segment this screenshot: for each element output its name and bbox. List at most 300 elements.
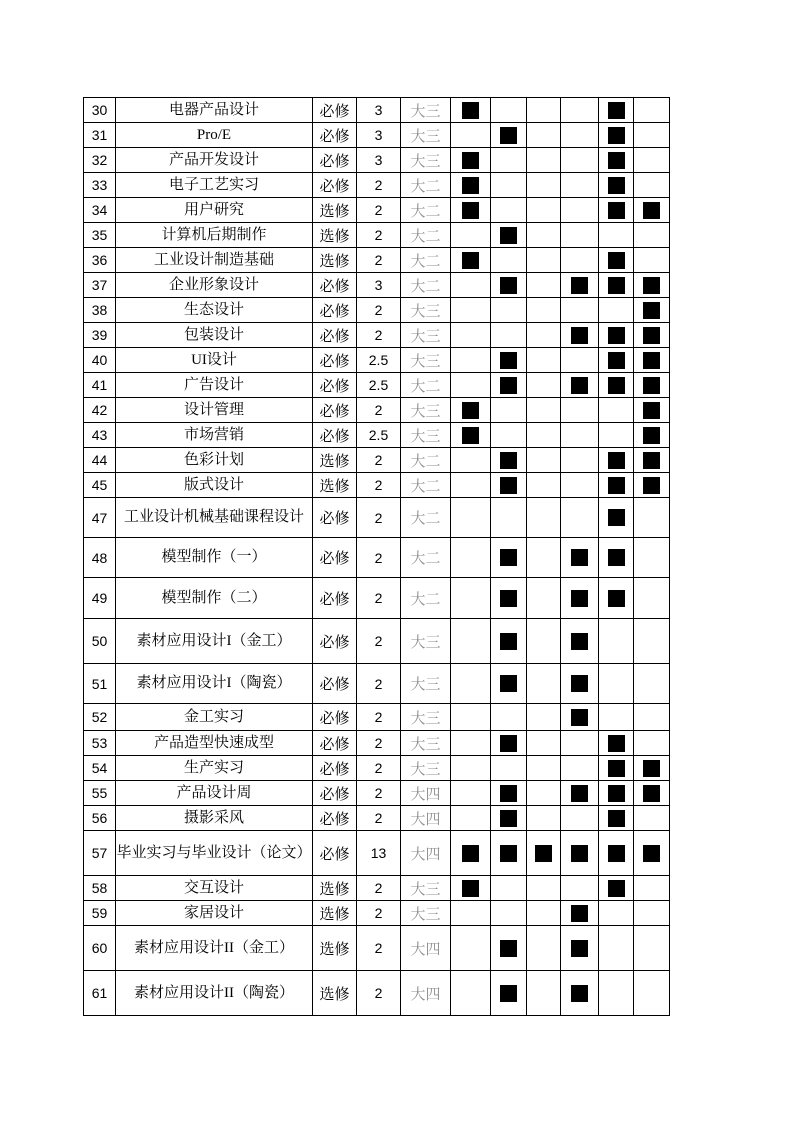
table-row [84, 781, 670, 806]
semester-mark-cell [491, 298, 527, 323]
table-row [84, 876, 670, 901]
credits-cell: 2 [357, 473, 401, 498]
semester-mark-cell [561, 173, 599, 198]
course-name-cell: 家居设计 [116, 901, 313, 926]
course-type-cell: 必修 [313, 173, 357, 198]
table-row [84, 298, 670, 323]
semester-mark-cell [491, 98, 527, 123]
semester-mark-cell [527, 373, 561, 398]
row-number-cell: 38 [84, 298, 116, 323]
course-type-cell: 必修 [313, 664, 357, 704]
semester-mark-cell [634, 348, 670, 373]
semester-mark-cell [599, 123, 634, 148]
filled-square-mark [608, 177, 625, 194]
table-row [84, 971, 670, 1016]
semester-mark-cell [491, 619, 527, 664]
semester-mark-cell [491, 248, 527, 273]
semester-mark-cell [491, 578, 527, 619]
semester-mark-cell [527, 248, 561, 273]
course-type-cell: 必修 [313, 273, 357, 298]
semester-mark-cell [599, 781, 634, 806]
row-number-cell: 30 [84, 98, 116, 123]
row-number-cell: 55 [84, 781, 116, 806]
row-number-cell: 33 [84, 173, 116, 198]
semester-mark-cell [451, 373, 491, 398]
semester-mark-cell [599, 373, 634, 398]
grade-cell: 大三 [401, 876, 451, 901]
filled-square-mark [643, 477, 660, 494]
credits-cell: 2 [357, 781, 401, 806]
table-row [84, 448, 670, 473]
semester-mark-cell [599, 926, 634, 971]
semester-mark-cell [527, 173, 561, 198]
filled-square-mark [608, 785, 625, 802]
filled-square-mark [643, 785, 660, 802]
semester-mark-cell [561, 148, 599, 173]
course-name-cell: 产品设计周 [116, 781, 313, 806]
row-number-cell: 48 [84, 538, 116, 578]
credits-cell: 3 [357, 123, 401, 148]
row-number-cell: 61 [84, 971, 116, 1016]
course-name-cell: 毕业实习与毕业设计（论文） [116, 831, 313, 876]
semester-mark-cell [451, 148, 491, 173]
table-row [84, 704, 670, 731]
semester-mark-cell [451, 901, 491, 926]
filled-square-mark [500, 477, 517, 494]
grade-cell: 大二 [401, 578, 451, 619]
semester-mark-cell [634, 971, 670, 1016]
semester-mark-cell [634, 538, 670, 578]
semester-mark-cell [491, 971, 527, 1016]
grade-cell: 大三 [401, 423, 451, 448]
credits-cell: 2 [357, 248, 401, 273]
semester-mark-cell [491, 148, 527, 173]
semester-mark-cell [451, 619, 491, 664]
semester-mark-cell [561, 901, 599, 926]
credits-cell: 2 [357, 971, 401, 1016]
grade-cell: 大三 [401, 619, 451, 664]
credits-cell: 2 [357, 323, 401, 348]
grade-cell: 大三 [401, 348, 451, 373]
grade-cell: 大四 [401, 781, 451, 806]
filled-square-mark [571, 785, 588, 802]
semester-mark-cell [527, 731, 561, 756]
grade-cell: 大三 [401, 98, 451, 123]
semester-mark-cell [599, 831, 634, 876]
course-name-cell: 包装设计 [116, 323, 313, 348]
semester-mark-cell [561, 473, 599, 498]
table-row [84, 148, 670, 173]
filled-square-mark [535, 845, 552, 862]
grade-cell: 大三 [401, 398, 451, 423]
filled-square-mark [608, 202, 625, 219]
filled-square-mark [462, 177, 479, 194]
grade-cell: 大三 [401, 148, 451, 173]
semester-mark-cell [634, 473, 670, 498]
course-type-cell: 必修 [313, 298, 357, 323]
semester-mark-cell [561, 323, 599, 348]
filled-square-mark [608, 590, 625, 607]
table-row [84, 373, 670, 398]
semester-mark-cell [451, 731, 491, 756]
grade-cell: 大二 [401, 273, 451, 298]
row-number-cell: 40 [84, 348, 116, 373]
semester-mark-cell [561, 248, 599, 273]
course-type-cell: 必修 [313, 731, 357, 756]
course-name-cell: 素材应用设计II（陶瓷） [116, 971, 313, 1016]
filled-square-mark [608, 252, 625, 269]
semester-mark-cell [491, 123, 527, 148]
semester-mark-cell [527, 971, 561, 1016]
semester-mark-cell [599, 323, 634, 348]
semester-mark-cell [634, 323, 670, 348]
semester-mark-cell [451, 423, 491, 448]
filled-square-mark [571, 633, 588, 650]
semester-mark-cell [599, 423, 634, 448]
semester-mark-cell [491, 731, 527, 756]
grade-cell: 大二 [401, 248, 451, 273]
semester-mark-cell [599, 348, 634, 373]
semester-mark-cell [451, 538, 491, 578]
grade-cell: 大四 [401, 831, 451, 876]
semester-mark-cell [527, 423, 561, 448]
table-row [84, 223, 670, 248]
filled-square-mark [462, 252, 479, 269]
filled-square-mark [608, 810, 625, 827]
semester-mark-cell [634, 398, 670, 423]
semester-mark-cell [561, 448, 599, 473]
semester-mark-cell [561, 876, 599, 901]
filled-square-mark [500, 277, 517, 294]
semester-mark-cell [599, 398, 634, 423]
semester-mark-cell [491, 538, 527, 578]
semester-mark-cell [599, 901, 634, 926]
table-row [84, 173, 670, 198]
grade-cell: 大三 [401, 731, 451, 756]
filled-square-mark [643, 402, 660, 419]
semester-mark-cell [451, 398, 491, 423]
course-name-cell: 电器产品设计 [116, 98, 313, 123]
semester-mark-cell [527, 98, 561, 123]
semester-mark-cell [634, 756, 670, 781]
credits-cell: 2 [357, 198, 401, 223]
course-name-cell: 版式设计 [116, 473, 313, 498]
course-type-cell: 选修 [313, 926, 357, 971]
semester-mark-cell [561, 538, 599, 578]
course-name-cell: 产品造型快速成型 [116, 731, 313, 756]
credits-cell: 2 [357, 538, 401, 578]
filled-square-mark [500, 985, 517, 1002]
credits-cell: 2 [357, 664, 401, 704]
semester-mark-cell [634, 223, 670, 248]
course-name-cell: 素材应用设计I（金工） [116, 619, 313, 664]
filled-square-mark [643, 277, 660, 294]
semester-mark-cell [527, 298, 561, 323]
row-number-cell: 54 [84, 756, 116, 781]
filled-square-mark [571, 327, 588, 344]
semester-mark-cell [599, 198, 634, 223]
semester-mark-cell [527, 498, 561, 538]
semester-mark-cell [527, 664, 561, 704]
filled-square-mark [462, 880, 479, 897]
semester-mark-cell [451, 98, 491, 123]
course-type-cell: 必修 [313, 123, 357, 148]
course-type-cell: 必修 [313, 423, 357, 448]
semester-mark-cell [527, 123, 561, 148]
credits-cell: 2 [357, 756, 401, 781]
semester-mark-cell [599, 98, 634, 123]
semester-mark-cell [561, 971, 599, 1016]
semester-mark-cell [634, 173, 670, 198]
semester-mark-cell [599, 223, 634, 248]
semester-mark-cell [527, 148, 561, 173]
semester-mark-cell [599, 148, 634, 173]
credits-cell: 2 [357, 876, 401, 901]
credits-cell: 2 [357, 498, 401, 538]
semester-mark-cell [599, 704, 634, 731]
course-type-cell: 选修 [313, 223, 357, 248]
semester-mark-cell [634, 248, 670, 273]
semester-mark-cell [527, 538, 561, 578]
semester-mark-cell [451, 323, 491, 348]
course-name-cell: 模型制作（一） [116, 538, 313, 578]
filled-square-mark [571, 590, 588, 607]
course-name-cell: 金工实习 [116, 704, 313, 731]
semester-mark-cell [491, 223, 527, 248]
table-row [84, 831, 670, 876]
table-row [84, 473, 670, 498]
filled-square-mark [643, 427, 660, 444]
table-row [84, 98, 670, 123]
semester-mark-cell [599, 473, 634, 498]
credits-cell: 2.5 [357, 423, 401, 448]
course-type-cell: 必修 [313, 498, 357, 538]
semester-mark-cell [451, 173, 491, 198]
course-name-cell: 电子工艺实习 [116, 173, 313, 198]
semester-mark-cell [451, 198, 491, 223]
row-number-cell: 31 [84, 123, 116, 148]
semester-mark-cell [599, 756, 634, 781]
table-row [84, 348, 670, 373]
credits-cell: 3 [357, 273, 401, 298]
credits-cell: 2 [357, 398, 401, 423]
filled-square-mark [500, 675, 517, 692]
semester-mark-cell [451, 971, 491, 1016]
credits-cell: 3 [357, 148, 401, 173]
semester-mark-cell [634, 901, 670, 926]
course-name-cell: 交互设计 [116, 876, 313, 901]
row-number-cell: 42 [84, 398, 116, 423]
semester-mark-cell [491, 373, 527, 398]
course-type-cell: 选修 [313, 198, 357, 223]
course-type-cell: 必修 [313, 98, 357, 123]
filled-square-mark [643, 302, 660, 319]
semester-mark-cell [561, 198, 599, 223]
semester-mark-cell [561, 831, 599, 876]
semester-mark-cell [561, 578, 599, 619]
credits-cell: 2 [357, 901, 401, 926]
course-type-cell: 必修 [313, 398, 357, 423]
semester-mark-cell [527, 926, 561, 971]
row-number-cell: 37 [84, 273, 116, 298]
semester-mark-cell [491, 781, 527, 806]
filled-square-mark [462, 152, 479, 169]
course-type-cell: 必修 [313, 806, 357, 831]
semester-mark-cell [491, 448, 527, 473]
filled-square-mark [571, 277, 588, 294]
row-number-cell: 49 [84, 578, 116, 619]
semester-mark-cell [491, 876, 527, 901]
semester-mark-cell [451, 806, 491, 831]
semester-mark-cell [599, 806, 634, 831]
course-type-cell: 必修 [313, 619, 357, 664]
course-name-cell: 设计管理 [116, 398, 313, 423]
semester-mark-cell [491, 926, 527, 971]
filled-square-mark [608, 509, 625, 526]
filled-square-mark [643, 327, 660, 344]
semester-mark-cell [634, 704, 670, 731]
course-plan-table [83, 97, 670, 1016]
grade-cell: 大二 [401, 223, 451, 248]
grade-cell: 大三 [401, 298, 451, 323]
semester-mark-cell [634, 123, 670, 148]
semester-mark-cell [491, 173, 527, 198]
grade-cell: 大三 [401, 664, 451, 704]
semester-mark-cell [527, 704, 561, 731]
semester-mark-cell [561, 704, 599, 731]
semester-mark-cell [451, 348, 491, 373]
row-number-cell: 43 [84, 423, 116, 448]
semester-mark-cell [634, 198, 670, 223]
course-name-cell: 广告设计 [116, 373, 313, 398]
filled-square-mark [462, 427, 479, 444]
semester-mark-cell [634, 273, 670, 298]
semester-mark-cell [491, 398, 527, 423]
semester-mark-cell [634, 806, 670, 831]
grade-cell: 大二 [401, 198, 451, 223]
semester-mark-cell [634, 578, 670, 619]
semester-mark-cell [451, 123, 491, 148]
credits-cell: 2 [357, 173, 401, 198]
semester-mark-cell [634, 731, 670, 756]
semester-mark-cell [491, 348, 527, 373]
credits-cell: 2 [357, 448, 401, 473]
filled-square-mark [500, 377, 517, 394]
credits-cell: 2.5 [357, 348, 401, 373]
grade-cell: 大四 [401, 806, 451, 831]
semester-mark-cell [561, 398, 599, 423]
filled-square-mark [608, 152, 625, 169]
row-number-cell: 58 [84, 876, 116, 901]
filled-square-mark [608, 102, 625, 119]
semester-mark-cell [599, 664, 634, 704]
course-name-cell: 素材应用设计I（陶瓷） [116, 664, 313, 704]
semester-mark-cell [491, 806, 527, 831]
filled-square-mark [462, 845, 479, 862]
semester-mark-cell [561, 756, 599, 781]
table-row [84, 398, 670, 423]
semester-mark-cell [634, 831, 670, 876]
course-type-cell: 选修 [313, 971, 357, 1016]
filled-square-mark [571, 675, 588, 692]
grade-cell: 大二 [401, 373, 451, 398]
course-name-cell: UI设计 [116, 348, 313, 373]
course-name-cell: 市场营销 [116, 423, 313, 448]
semester-mark-cell [634, 448, 670, 473]
row-number-cell: 60 [84, 926, 116, 971]
semester-mark-cell [527, 348, 561, 373]
grade-cell: 大二 [401, 498, 451, 538]
filled-square-mark [500, 735, 517, 752]
semester-mark-cell [451, 578, 491, 619]
semester-mark-cell [599, 619, 634, 664]
filled-square-mark [608, 127, 625, 144]
semester-mark-cell [561, 98, 599, 123]
course-type-cell: 选修 [313, 448, 357, 473]
credits-cell: 3 [357, 98, 401, 123]
filled-square-mark [608, 760, 625, 777]
semester-mark-cell [491, 901, 527, 926]
filled-square-mark [608, 352, 625, 369]
course-name-cell: 摄影采风 [116, 806, 313, 831]
semester-mark-cell [491, 423, 527, 448]
table-row [84, 273, 670, 298]
filled-square-mark [608, 277, 625, 294]
table-row [84, 123, 670, 148]
course-name-cell: 素材应用设计II（金工） [116, 926, 313, 971]
filled-square-mark [608, 845, 625, 862]
row-number-cell: 50 [84, 619, 116, 664]
semester-mark-cell [634, 926, 670, 971]
grade-cell: 大四 [401, 971, 451, 1016]
table-row [84, 578, 670, 619]
semester-mark-cell [527, 273, 561, 298]
semester-mark-cell [527, 831, 561, 876]
row-number-cell: 34 [84, 198, 116, 223]
credits-cell: 2 [357, 223, 401, 248]
semester-mark-cell [451, 876, 491, 901]
course-type-cell: 必修 [313, 323, 357, 348]
grade-cell: 大三 [401, 323, 451, 348]
filled-square-mark [500, 590, 517, 607]
grade-cell: 大二 [401, 538, 451, 578]
table-row [84, 423, 670, 448]
grade-cell: 大三 [401, 901, 451, 926]
course-type-cell: 必修 [313, 348, 357, 373]
semester-mark-cell [561, 926, 599, 971]
filled-square-mark [500, 940, 517, 957]
semester-mark-cell [451, 781, 491, 806]
filled-square-mark [500, 549, 517, 566]
semester-mark-cell [527, 473, 561, 498]
row-number-cell: 44 [84, 448, 116, 473]
semester-mark-cell [451, 831, 491, 876]
course-type-cell: 必修 [313, 781, 357, 806]
course-name-cell: 工业设计机械基础课程设计 [116, 498, 313, 538]
table-row [84, 538, 670, 578]
semester-mark-cell [491, 473, 527, 498]
filled-square-mark [643, 845, 660, 862]
course-type-cell: 选修 [313, 248, 357, 273]
semester-mark-cell [634, 619, 670, 664]
credits-cell: 2 [357, 619, 401, 664]
semester-mark-cell [561, 664, 599, 704]
semester-mark-cell [561, 806, 599, 831]
grade-cell: 大三 [401, 123, 451, 148]
semester-mark-cell [599, 876, 634, 901]
row-number-cell: 45 [84, 473, 116, 498]
semester-mark-cell [634, 148, 670, 173]
